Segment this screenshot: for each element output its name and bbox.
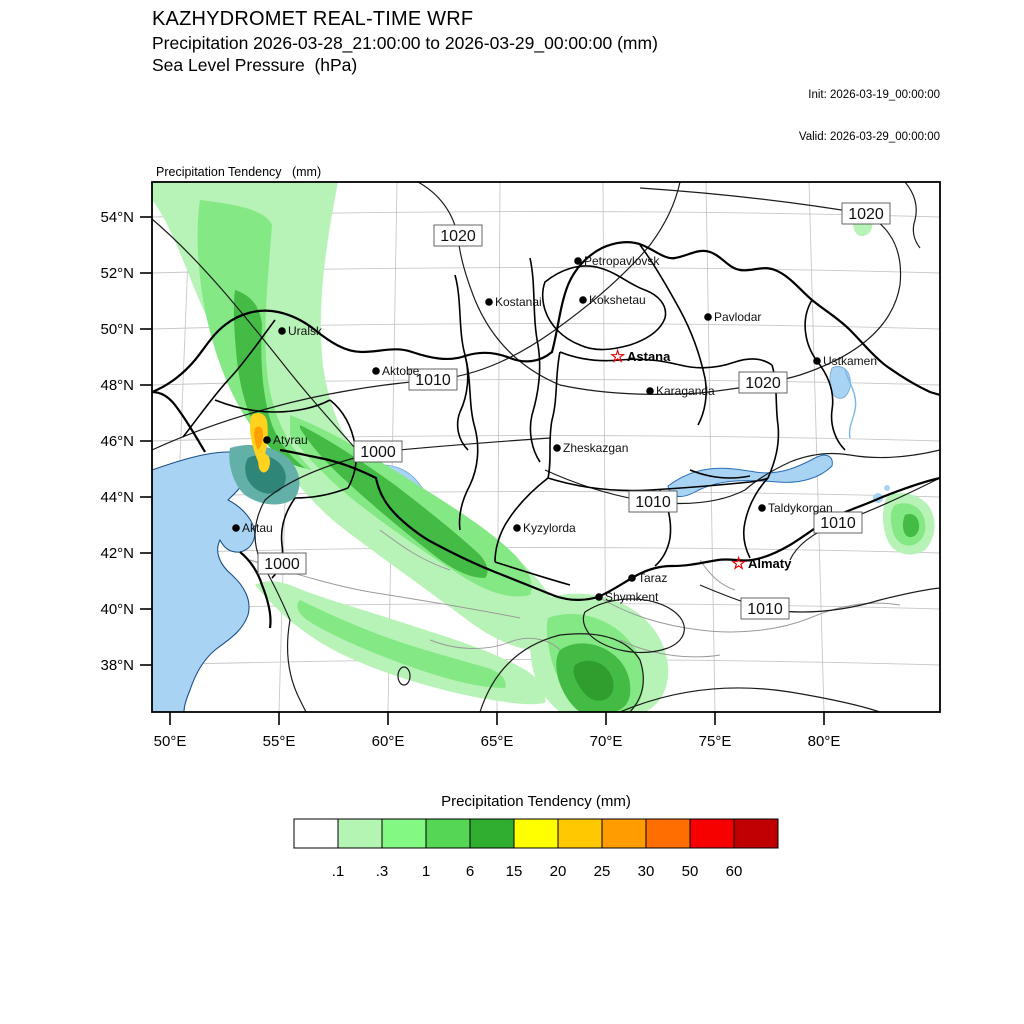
colorbar-cell	[382, 819, 426, 848]
svg-text:Karaganda: Karaganda	[656, 384, 715, 398]
svg-text:1020: 1020	[848, 206, 884, 223]
svg-text:50: 50	[681, 863, 699, 880]
init-time: Init: 2026-03-19_00:00:00	[808, 89, 940, 101]
pressure-label	[434, 225, 482, 246]
svg-text:Taldykorgan: Taldykorgan	[768, 501, 833, 515]
colorbar-cells	[294, 819, 778, 848]
svg-text:1010: 1010	[747, 601, 783, 618]
svg-text:Shymkent: Shymkent	[605, 590, 659, 604]
pressure-label	[258, 553, 306, 574]
page-title: KAZHYDROMET REAL-TIME WRF	[152, 8, 474, 30]
lake-zaysan	[830, 366, 850, 398]
pressure-label	[814, 512, 862, 533]
svg-text:.1: .1	[331, 863, 345, 880]
svg-text:Ustkamen: Ustkamen	[823, 354, 878, 368]
svg-text:Pavlodar: Pavlodar	[714, 310, 762, 324]
svg-text:1020: 1020	[440, 228, 476, 245]
svg-text:Astana: Astana	[627, 349, 671, 364]
colorbar-cell	[558, 819, 602, 848]
city-marker	[595, 590, 659, 604]
svg-text:1000: 1000	[360, 444, 396, 461]
svg-text:42°N: 42°N	[100, 545, 134, 562]
svg-text:20: 20	[549, 863, 567, 880]
city-marker	[758, 501, 833, 515]
pressure-label	[741, 598, 789, 619]
colorbar-cell	[426, 819, 470, 848]
pressure-label	[354, 441, 402, 462]
svg-text:52°N: 52°N	[100, 265, 134, 282]
valid-time: Valid: 2026-03-29_00:00:00	[798, 131, 940, 143]
svg-text:25: 25	[593, 863, 611, 880]
subtitle-precipitation: Precipitation 2026-03-28_21:00:00 to 2026-03-29_00:00:00 (mm)	[152, 33, 658, 53]
svg-text:1020: 1020	[745, 375, 781, 392]
svg-text:75°E: 75°E	[698, 733, 732, 750]
svg-text:1000: 1000	[264, 556, 300, 573]
svg-text:Uralsk: Uralsk	[288, 324, 323, 338]
colorbar-cell	[690, 819, 734, 848]
colorbar-cell	[514, 819, 558, 848]
lon-axis	[154, 733, 841, 750]
subtitle-pressure: Sea Level Pressure (hPa)	[152, 55, 358, 75]
city-marker	[553, 441, 628, 455]
svg-text:1010: 1010	[635, 494, 671, 511]
svg-text:60: 60	[725, 863, 743, 880]
colorbar-cell	[470, 819, 514, 848]
svg-text:55°E: 55°E	[262, 733, 296, 750]
svg-text:70°E: 70°E	[589, 733, 623, 750]
svg-text:60°E: 60°E	[371, 733, 405, 750]
svg-text:1: 1	[421, 863, 431, 880]
svg-text:30: 30	[637, 863, 655, 880]
svg-text:15: 15	[505, 863, 523, 880]
svg-text:Kyzylorda: Kyzylorda	[523, 521, 576, 535]
capital-star-icon: ☆	[610, 347, 626, 366]
capital-marker	[731, 554, 792, 573]
colorbar	[294, 793, 778, 880]
pressure-label	[629, 491, 677, 512]
colorbar-title: Precipitation Tendency (mm)	[441, 793, 631, 810]
svg-text:Almaty: Almaty	[748, 556, 792, 571]
svg-text:54°N: 54°N	[100, 209, 134, 226]
city-marker	[574, 254, 660, 268]
city-marker	[513, 521, 576, 535]
lake-sasykkol	[884, 485, 890, 491]
svg-text:40°N: 40°N	[100, 601, 134, 618]
pressure-label	[842, 203, 890, 224]
colorbar-cell	[338, 819, 382, 848]
colorbar-labels	[332, 863, 743, 880]
pressure-label	[739, 372, 787, 393]
colorbar-cell	[734, 819, 778, 848]
city-marker	[813, 354, 877, 368]
svg-text:1010: 1010	[820, 515, 856, 532]
svg-text:80°E: 80°E	[807, 733, 841, 750]
svg-text:Taraz: Taraz	[638, 571, 668, 585]
colorbar-cell	[602, 819, 646, 848]
svg-text:6: 6	[465, 863, 475, 880]
svg-text:44°N: 44°N	[100, 489, 134, 506]
svg-text:46°N: 46°N	[100, 433, 134, 450]
svg-text:38°N: 38°N	[100, 657, 134, 674]
svg-text:Kokshetau: Kokshetau	[589, 293, 646, 307]
svg-text:Aktobe: Aktobe	[382, 364, 420, 378]
svg-text:1010: 1010	[415, 372, 451, 389]
svg-text:Zheskazgan: Zheskazgan	[563, 441, 629, 455]
map-legend-precip: Precipitation Tendency (mm)	[156, 165, 322, 179]
lat-axis	[100, 209, 134, 674]
svg-text:Atyrau: Atyrau	[273, 433, 308, 447]
city-marker	[579, 293, 646, 307]
capital-marker	[610, 347, 671, 366]
svg-text:65°E: 65°E	[480, 733, 514, 750]
svg-text:.3: .3	[375, 863, 389, 880]
capital-star-icon: ☆	[731, 554, 747, 573]
colorbar-cell	[646, 819, 690, 848]
city-marker	[646, 384, 715, 398]
svg-text:50°E: 50°E	[153, 733, 187, 750]
colorbar-cell	[294, 819, 338, 848]
svg-text:Kostanai: Kostanai	[495, 295, 542, 309]
svg-text:50°N: 50°N	[100, 321, 134, 338]
svg-text:Aktau: Aktau	[242, 521, 273, 535]
svg-text:48°N: 48°N	[100, 377, 134, 394]
svg-text:Petropavlovsk: Petropavlovsk	[584, 254, 660, 268]
